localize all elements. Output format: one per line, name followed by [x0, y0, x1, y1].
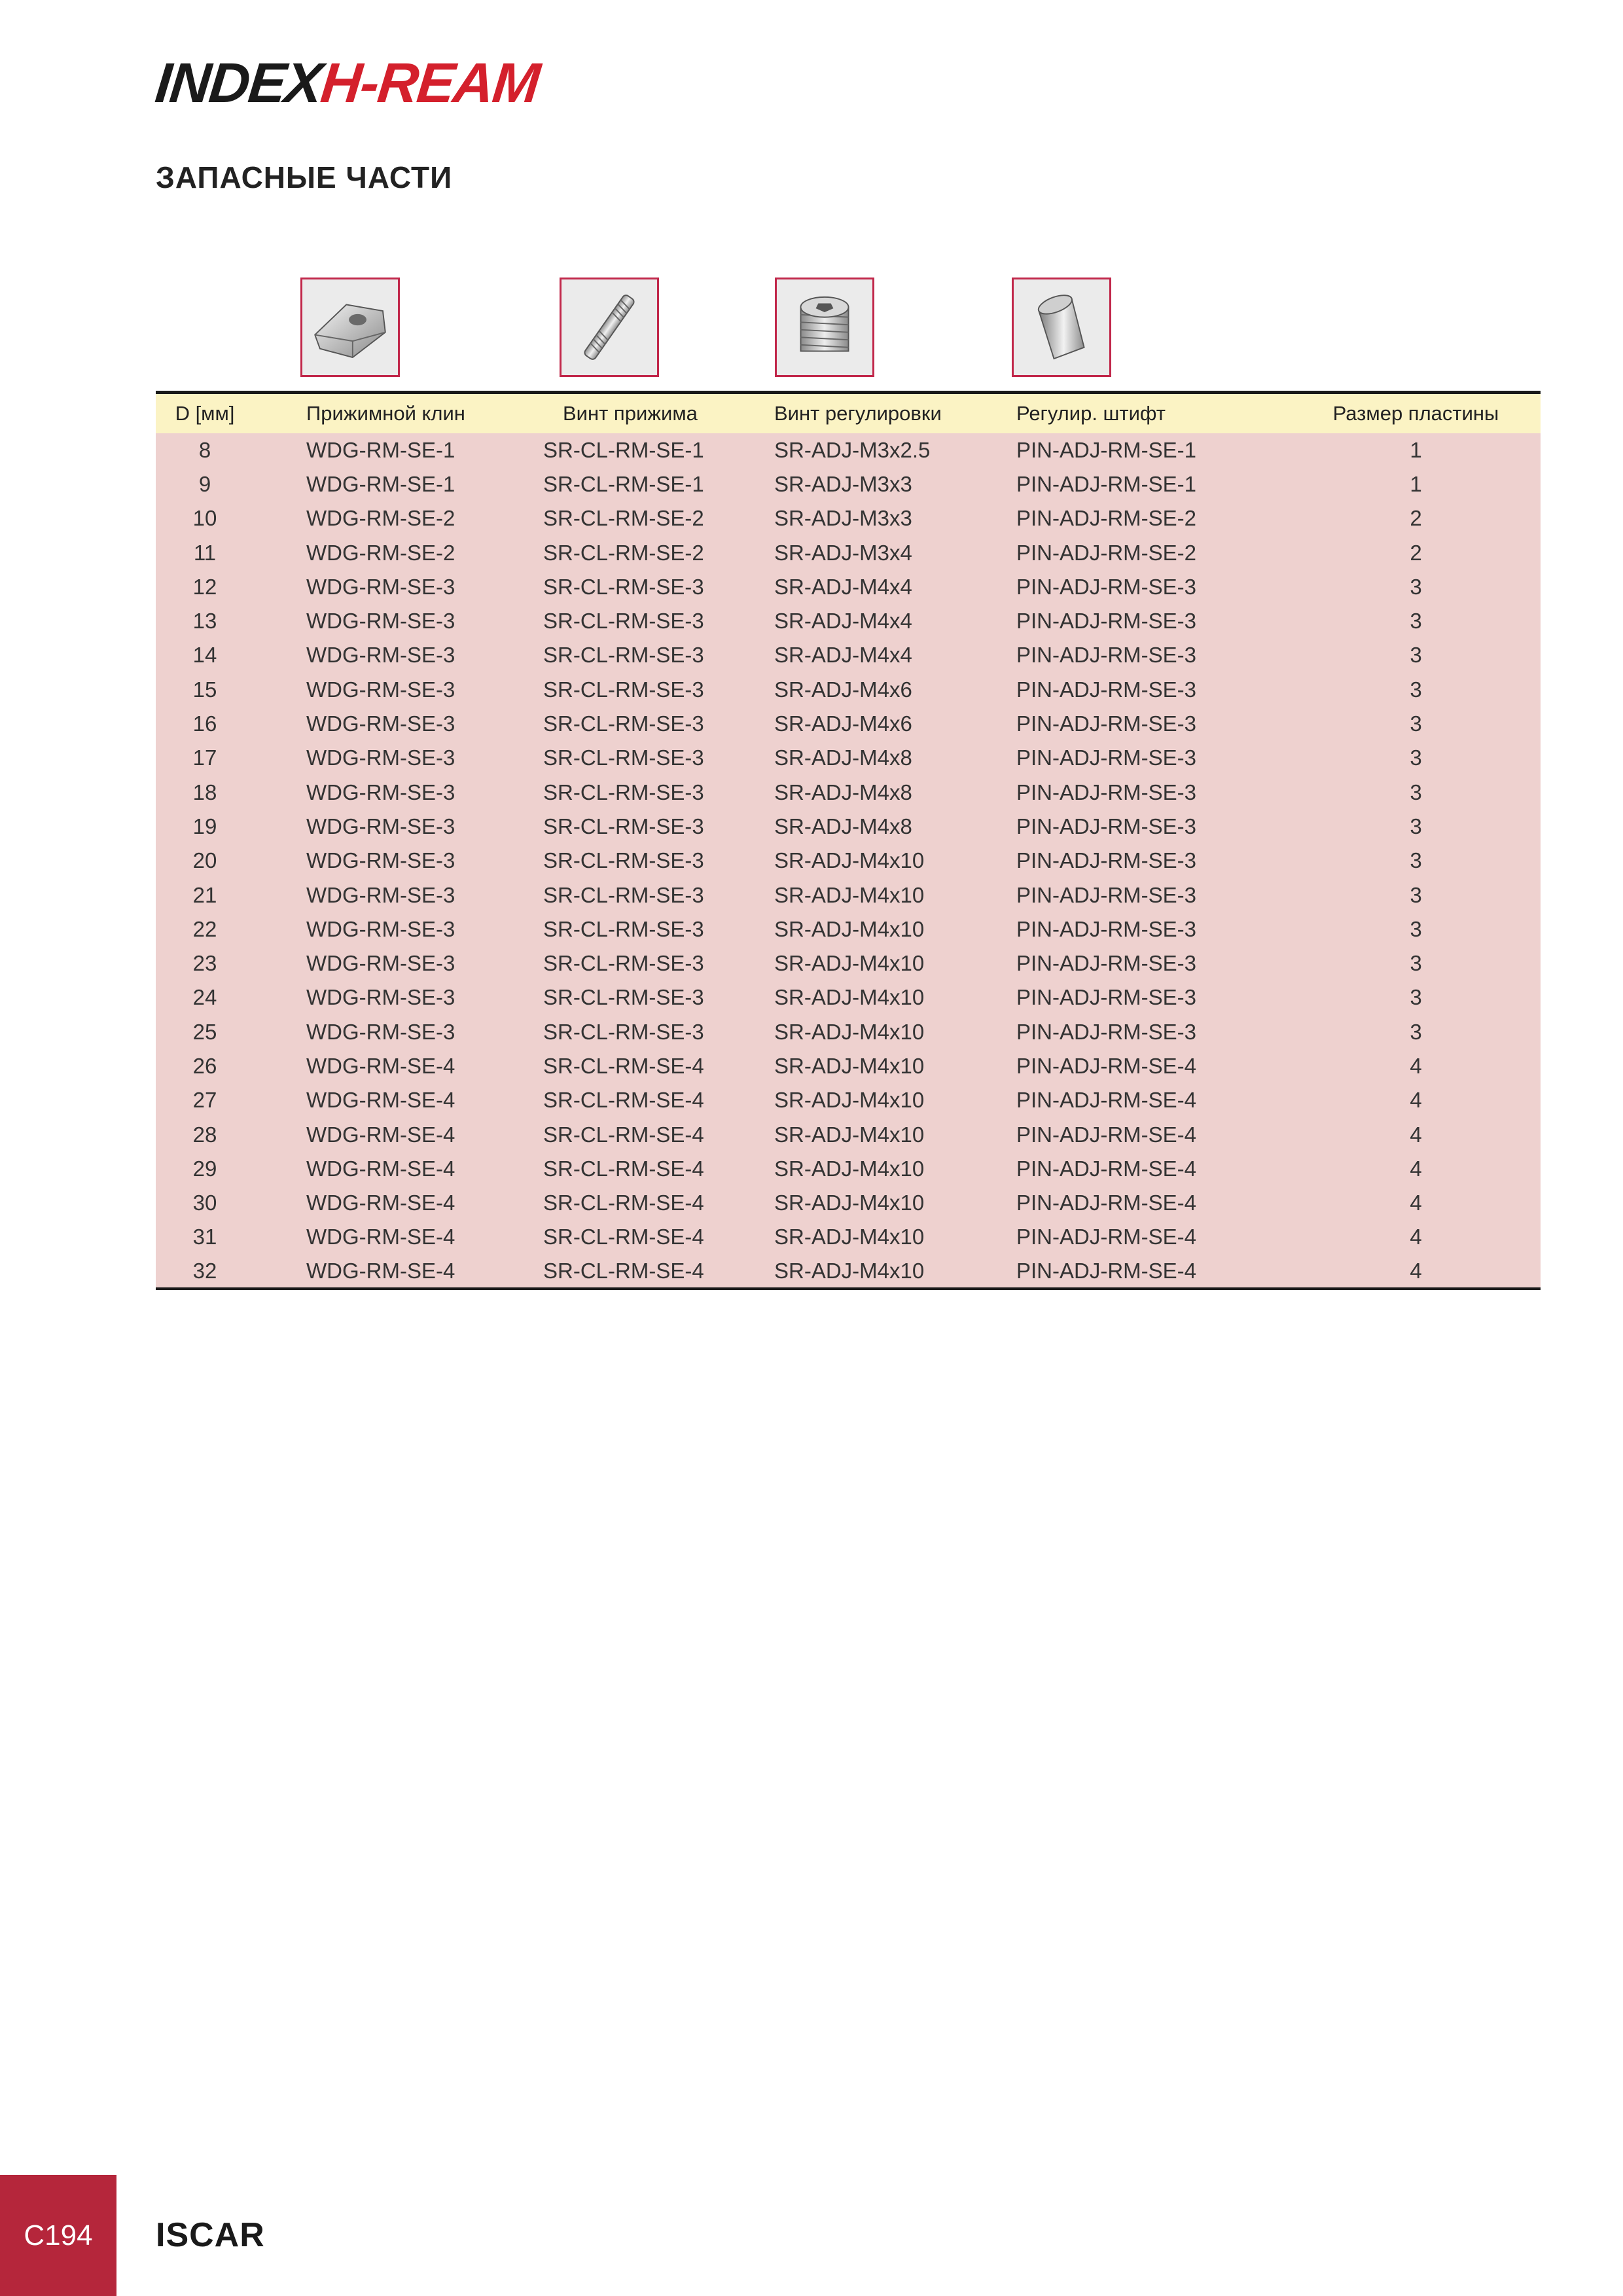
cell-adjust-pin: PIN-ADJ-RM-SE-3 — [1016, 780, 1197, 804]
cell-diameter: 8 — [198, 437, 211, 462]
header-adjust-pin: Регулир. штифт — [1016, 393, 1291, 433]
cell-diameter: 28 — [192, 1122, 217, 1147]
cell-insert-size: 3 — [1410, 711, 1422, 736]
header-insert-size: Размер пластины — [1291, 393, 1541, 433]
header-clamp-wedge: Прижимной клин — [254, 393, 543, 433]
table-row — [156, 570, 1541, 604]
table-row — [156, 1049, 1541, 1083]
cell-adjust-pin: PIN-ADJ-RM-SE-4 — [1016, 1156, 1197, 1181]
table-header-row — [156, 393, 1541, 433]
cell-insert-size: 1 — [1410, 437, 1422, 462]
cell-adjust-screw: SR-ADJ-M3x3 — [774, 471, 912, 496]
table-row — [156, 810, 1541, 844]
cell-insert-size: 4 — [1410, 1122, 1422, 1147]
cell-clamp-screw: SR-CL-RM-SE-2 — [543, 506, 704, 531]
cell-adjust-pin: PIN-ADJ-RM-SE-4 — [1016, 1088, 1197, 1113]
cell-diameter: 15 — [192, 677, 217, 702]
cell-clamp-screw: SR-CL-RM-SE-4 — [543, 1255, 774, 1289]
cell-clamp-wedge: WDG-RM-SE-4 — [254, 1255, 543, 1289]
cell-adjust-pin: PIN-ADJ-RM-SE-4 — [1016, 1255, 1291, 1289]
table-row — [156, 433, 1541, 467]
cell-clamp-screw: SR-CL-RM-SE-3 — [543, 985, 704, 1010]
cell-adjust-screw: SR-ADJ-M4x6 — [774, 677, 912, 702]
table-row — [156, 1220, 1541, 1254]
cell-clamp-screw: SR-CL-RM-SE-3 — [543, 711, 704, 736]
cell-clamp-wedge: WDG-RM-SE-3 — [306, 745, 455, 770]
cell-adjust-screw: SR-ADJ-M4x8 — [774, 745, 912, 770]
cell-insert-size: 3 — [1410, 985, 1422, 1010]
cell-diameter: 10 — [192, 506, 217, 531]
cell-clamp-wedge: WDG-RM-SE-3 — [306, 916, 455, 941]
cell-diameter: 30 — [192, 1191, 217, 1215]
table-row — [156, 1117, 1541, 1151]
cell-clamp-wedge: WDG-RM-SE-4 — [306, 1053, 455, 1078]
cell-insert-size: 2 — [1410, 506, 1422, 531]
cell-diameter: 13 — [192, 609, 217, 634]
cell-clamp-screw: SR-CL-RM-SE-3 — [543, 745, 704, 770]
cell-clamp-wedge: WDG-RM-SE-3 — [306, 985, 455, 1010]
cell-adjust-screw: SR-ADJ-M4x10 — [774, 848, 925, 873]
header-clamp-screw: Винт прижима — [543, 393, 774, 433]
table-row — [156, 707, 1541, 741]
cell-clamp-wedge: WDG-RM-SE-3 — [306, 574, 455, 599]
cell-diameter: 24 — [192, 985, 217, 1010]
table-row — [156, 501, 1541, 535]
cell-insert-size: 3 — [1410, 882, 1422, 907]
cell-diameter: 25 — [192, 1019, 217, 1044]
logo-part-hream: H-REAM — [317, 52, 542, 115]
cell-adjust-pin: PIN-ADJ-RM-SE-4 — [1016, 1191, 1197, 1215]
cell-adjust-pin: PIN-ADJ-RM-SE-3 — [1016, 643, 1197, 668]
cell-adjust-screw: SR-ADJ-M4x4 — [774, 609, 912, 634]
cell-diameter: 11 — [193, 540, 217, 565]
cell-clamp-wedge: WDG-RM-SE-3 — [306, 780, 455, 804]
cell-insert-size: 1 — [1410, 471, 1422, 496]
cell-clamp-wedge: WDG-RM-SE-4 — [306, 1122, 455, 1147]
cell-clamp-wedge: WDG-RM-SE-1 — [306, 471, 455, 496]
cell-adjust-screw: SR-ADJ-M4x10 — [774, 882, 925, 907]
table-body — [156, 433, 1541, 1289]
cell-insert-size: 4 — [1410, 1053, 1422, 1078]
cell-diameter: 29 — [192, 1156, 217, 1181]
cell-adjust-pin: PIN-ADJ-RM-SE-3 — [1016, 916, 1197, 941]
cell-insert-size: 3 — [1410, 609, 1422, 634]
table-row — [156, 638, 1541, 672]
cell-adjust-pin: PIN-ADJ-RM-SE-3 — [1016, 985, 1197, 1010]
cell-insert-size: 3 — [1410, 1019, 1422, 1044]
cell-clamp-wedge: WDG-RM-SE-3 — [306, 609, 455, 634]
cell-clamp-wedge: WDG-RM-SE-3 — [306, 1019, 455, 1044]
table-row — [156, 980, 1541, 1014]
cell-diameter: 26 — [192, 1053, 217, 1078]
cell-clamp-wedge: WDG-RM-SE-3 — [306, 882, 455, 907]
cell-clamp-wedge: WDG-RM-SE-4 — [306, 1088, 455, 1113]
header-adjust-screw: Винт регулировки — [774, 393, 1016, 433]
cell-adjust-screw: SR-ADJ-M4x4 — [774, 643, 912, 668]
cell-adjust-pin: PIN-ADJ-RM-SE-4 — [1016, 1122, 1197, 1147]
cell-adjust-screw: SR-ADJ-M4x10 — [774, 1019, 925, 1044]
cell-clamp-screw: SR-CL-RM-SE-2 — [543, 540, 704, 565]
cell-adjust-screw: SR-ADJ-M4x8 — [774, 814, 912, 838]
cell-clamp-screw: SR-CL-RM-SE-4 — [543, 1225, 704, 1249]
cell-adjust-pin: PIN-ADJ-RM-SE-3 — [1016, 609, 1197, 634]
cell-clamp-screw: SR-CL-RM-SE-3 — [543, 609, 704, 634]
cell-clamp-screw: SR-CL-RM-SE-3 — [543, 848, 704, 873]
cell-clamp-wedge: WDG-RM-SE-3 — [306, 951, 455, 976]
cell-insert-size: 3 — [1410, 951, 1422, 976]
cell-adjust-screw: SR-ADJ-M4x10 — [774, 1225, 925, 1249]
cell-clamp-screw: SR-CL-RM-SE-3 — [543, 951, 704, 976]
cell-clamp-screw: SR-CL-RM-SE-3 — [543, 814, 704, 838]
cell-diameter: 9 — [198, 471, 211, 496]
cell-adjust-pin: PIN-ADJ-RM-SE-3 — [1016, 882, 1197, 907]
cell-adjust-screw: SR-ADJ-M4x4 — [774, 574, 912, 599]
table-row — [156, 535, 1541, 569]
cell-clamp-screw: SR-CL-RM-SE-3 — [543, 643, 704, 668]
cell-adjust-screw: SR-ADJ-M4x6 — [774, 711, 912, 736]
cell-diameter: 31 — [192, 1225, 217, 1249]
cell-insert-size: 4 — [1410, 1156, 1422, 1181]
cell-clamp-wedge: WDG-RM-SE-2 — [306, 506, 455, 531]
cell-adjust-pin: PIN-ADJ-RM-SE-3 — [1016, 574, 1197, 599]
cell-insert-size: 4 — [1291, 1255, 1541, 1289]
cell-adjust-screw: SR-ADJ-M4x10 — [774, 1255, 1016, 1289]
cell-clamp-wedge: WDG-RM-SE-3 — [306, 814, 455, 838]
cell-diameter: 12 — [192, 574, 217, 599]
cell-diameter: 14 — [192, 643, 217, 668]
cell-clamp-screw: SR-CL-RM-SE-4 — [543, 1088, 704, 1113]
table-row — [156, 912, 1541, 946]
table-row — [156, 467, 1541, 501]
table-row — [156, 741, 1541, 775]
adjust-screw-icon — [775, 278, 874, 377]
cell-clamp-screw: SR-CL-RM-SE-4 — [543, 1122, 704, 1147]
cell-insert-size: 4 — [1410, 1088, 1422, 1113]
spare-parts-table — [156, 391, 1541, 1290]
cell-adjust-screw: SR-ADJ-M3x2.5 — [774, 437, 931, 462]
table-row — [156, 775, 1541, 809]
page-number: C194 — [0, 2175, 116, 2296]
cell-clamp-wedge: WDG-RM-SE-4 — [306, 1156, 455, 1181]
cell-adjust-pin: PIN-ADJ-RM-SE-4 — [1016, 1225, 1197, 1249]
cell-adjust-screw: SR-ADJ-M4x8 — [774, 780, 912, 804]
cell-diameter: 23 — [192, 951, 217, 976]
cell-clamp-screw: SR-CL-RM-SE-3 — [543, 916, 704, 941]
cell-adjust-screw: SR-ADJ-M4x10 — [774, 916, 925, 941]
cell-adjust-pin: PIN-ADJ-RM-SE-3 — [1016, 814, 1197, 838]
clamp-screw-icon — [560, 278, 659, 377]
adjust-pin-icon — [1012, 278, 1111, 377]
cell-clamp-screw: SR-CL-RM-SE-1 — [543, 437, 704, 462]
cell-adjust-screw: SR-ADJ-M4x10 — [774, 1088, 925, 1113]
cell-insert-size: 3 — [1410, 814, 1422, 838]
cell-insert-size: 3 — [1410, 916, 1422, 941]
cell-diameter: 22 — [192, 916, 217, 941]
brand-name: ISCAR — [156, 2216, 265, 2254]
spare-parts-table-wrap — [156, 391, 1499, 1290]
cell-adjust-screw: SR-ADJ-M4x10 — [774, 1053, 925, 1078]
cell-adjust-screw: SR-ADJ-M3x4 — [774, 540, 912, 565]
cell-clamp-wedge: WDG-RM-SE-3 — [306, 848, 455, 873]
cell-adjust-screw: SR-ADJ-M4x10 — [774, 985, 925, 1010]
cell-diameter: 16 — [192, 711, 217, 736]
cell-clamp-screw: SR-CL-RM-SE-3 — [543, 882, 704, 907]
cell-clamp-wedge: WDG-RM-SE-3 — [306, 711, 455, 736]
cell-adjust-pin: PIN-ADJ-RM-SE-3 — [1016, 745, 1197, 770]
logo-part-index: INDEX — [152, 52, 325, 115]
header-diameter: D [мм] — [156, 393, 254, 433]
table-row — [156, 1255, 1541, 1289]
table-row — [156, 604, 1541, 638]
product-logo — [152, 54, 541, 113]
cell-adjust-pin: PIN-ADJ-RM-SE-3 — [1016, 848, 1197, 873]
table-row — [156, 844, 1541, 878]
cell-diameter: 27 — [192, 1088, 217, 1113]
cell-clamp-screw: SR-CL-RM-SE-3 — [543, 780, 704, 804]
cell-diameter: 18 — [192, 780, 217, 804]
cell-insert-size: 4 — [1410, 1225, 1422, 1249]
cell-clamp-wedge: WDG-RM-SE-1 — [306, 437, 455, 462]
cell-diameter: 17 — [192, 745, 217, 770]
cell-insert-size: 3 — [1410, 643, 1422, 668]
cell-clamp-screw: SR-CL-RM-SE-1 — [543, 471, 704, 496]
cell-adjust-screw: SR-ADJ-M4x10 — [774, 1191, 925, 1215]
table-row — [156, 1152, 1541, 1186]
cell-clamp-wedge: WDG-RM-SE-4 — [306, 1225, 455, 1249]
cell-diameter: 19 — [192, 814, 217, 838]
table-row — [156, 1015, 1541, 1049]
cell-insert-size: 2 — [1410, 540, 1422, 565]
table-row — [156, 1186, 1541, 1220]
cell-clamp-wedge: WDG-RM-SE-3 — [306, 677, 455, 702]
cell-clamp-wedge: WDG-RM-SE-2 — [306, 540, 455, 565]
cell-adjust-pin: PIN-ADJ-RM-SE-3 — [1016, 951, 1197, 976]
cell-insert-size: 3 — [1410, 745, 1422, 770]
cell-adjust-pin: PIN-ADJ-RM-SE-1 — [1016, 437, 1197, 462]
table-row — [156, 1083, 1541, 1117]
cell-insert-size: 3 — [1410, 848, 1422, 873]
section-title: ЗАПАСНЫЕ ЧАСТИ — [156, 160, 453, 194]
table-row — [156, 946, 1541, 980]
cell-insert-size: 3 — [1410, 574, 1422, 599]
cell-clamp-screw: SR-CL-RM-SE-3 — [543, 574, 704, 599]
wedge-icon — [300, 278, 400, 377]
cell-clamp-wedge: WDG-RM-SE-3 — [306, 643, 455, 668]
cell-clamp-screw: SR-CL-RM-SE-4 — [543, 1156, 704, 1181]
cell-adjust-pin: PIN-ADJ-RM-SE-2 — [1016, 540, 1197, 565]
cell-insert-size: 3 — [1410, 677, 1422, 702]
cell-clamp-screw: SR-CL-RM-SE-3 — [543, 1019, 704, 1044]
cell-insert-size: 3 — [1410, 780, 1422, 804]
table-row — [156, 878, 1541, 912]
cell-clamp-screw: SR-CL-RM-SE-4 — [543, 1191, 704, 1215]
cell-adjust-pin: PIN-ADJ-RM-SE-1 — [1016, 471, 1197, 496]
cell-diameter: 32 — [156, 1255, 254, 1289]
cell-adjust-pin: PIN-ADJ-RM-SE-2 — [1016, 506, 1197, 531]
cell-adjust-screw: SR-ADJ-M3x3 — [774, 506, 912, 531]
cell-diameter: 21 — [192, 882, 217, 907]
cell-adjust-screw: SR-ADJ-M4x10 — [774, 1156, 925, 1181]
cell-clamp-screw: SR-CL-RM-SE-3 — [543, 677, 704, 702]
cell-adjust-pin: PIN-ADJ-RM-SE-3 — [1016, 677, 1197, 702]
cell-clamp-screw: SR-CL-RM-SE-4 — [543, 1053, 704, 1078]
cell-adjust-screw: SR-ADJ-M4x10 — [774, 951, 925, 976]
cell-clamp-wedge: WDG-RM-SE-4 — [306, 1191, 455, 1215]
cell-diameter: 20 — [192, 848, 217, 873]
cell-adjust-pin: PIN-ADJ-RM-SE-3 — [1016, 711, 1197, 736]
table-row — [156, 673, 1541, 707]
cell-adjust-screw: SR-ADJ-M4x10 — [774, 1122, 925, 1147]
cell-adjust-pin: PIN-ADJ-RM-SE-4 — [1016, 1053, 1197, 1078]
cell-adjust-pin: PIN-ADJ-RM-SE-3 — [1016, 1019, 1197, 1044]
cell-insert-size: 4 — [1410, 1191, 1422, 1215]
